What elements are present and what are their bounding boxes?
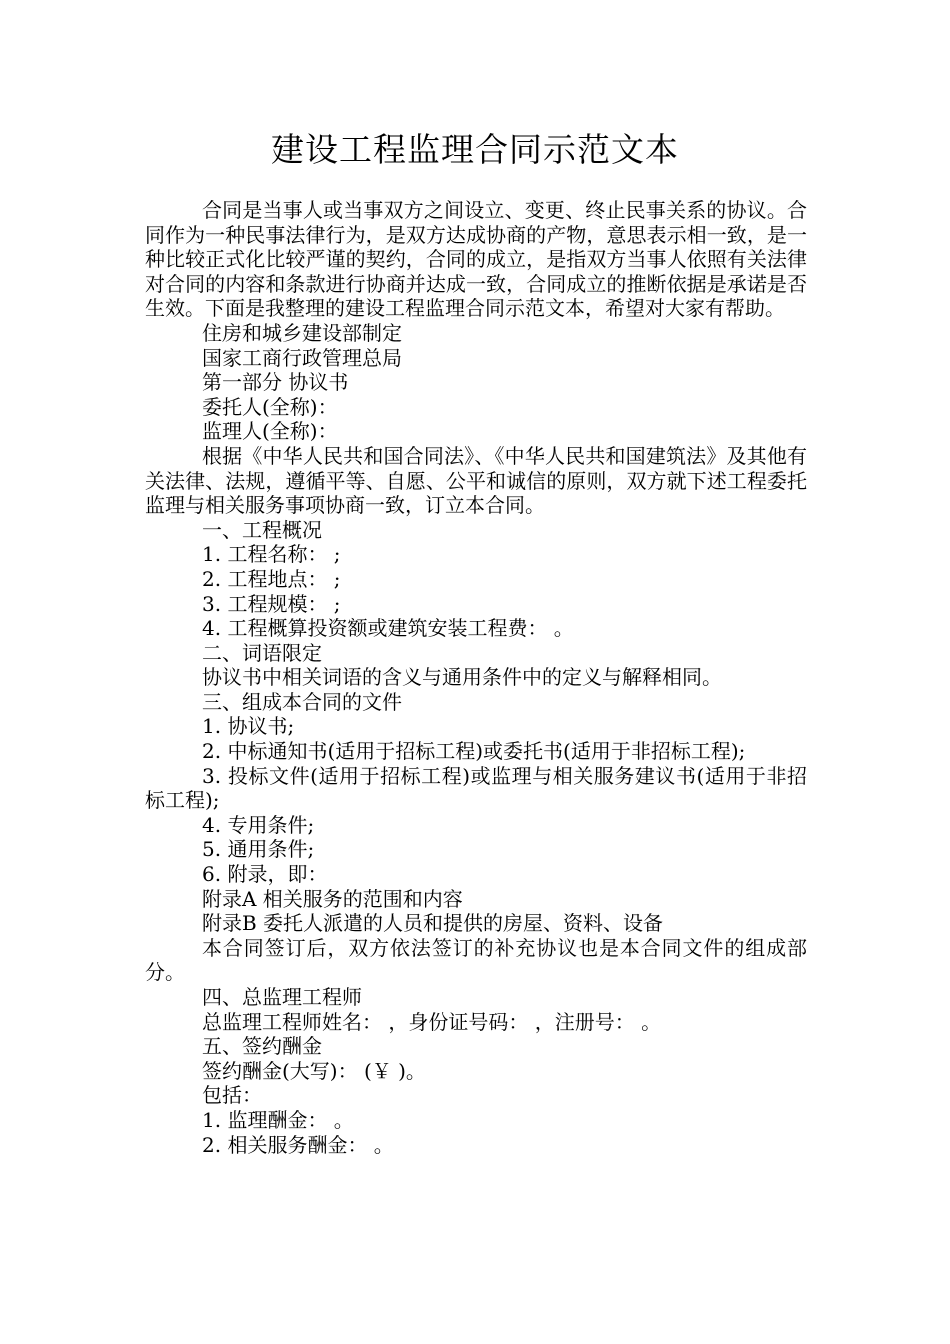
list-item-project-budget: 4. 工程概算投资额或建筑安装工程费： 。 [202,616,574,641]
paragraph-issuer-bureau: 国家工商行政管理总局 [202,345,402,370]
list-item-special-conditions: 4. 专用条件; [202,812,315,837]
document-body [145,198,807,1157]
paragraph-issuer-ministry: 住房和城乡建设部制定 [202,320,402,345]
appendix-b: 附录B 委托人派遣的人员和提供的房屋、资料、设备 [202,911,664,936]
paragraph-terms: 协议书中相关词语的含义与通用条件中的定义与解释相同。 [202,665,722,690]
paragraph-supplementary: 本合同签订后，双方依法签订的补充协议也是本合同文件的组成部分。 [145,935,807,985]
list-item-agreement: 1. 协议书; [202,714,295,739]
list-item-general-conditions: 5. 通用条件; [202,837,315,862]
section-heading-agreement: 第一部分 协议书 [202,370,349,395]
section-heading-terms: 二、词语限定 [202,640,322,665]
paragraph-intro: 合同是当事人或当事双方之间设立、变更、终止民事关系的协议。合同作为一种民事法律行为，是双方达成协商的产物，意思表示相一致，是一种比较正式化比较严谨的契约，合同的成立，是指双方当事人依照有关法律对合同的内容和条款进行协商并达成一致，合同成立的推断依据是承诺是否生效。下面是我整理的建设工程监理合同示范文本，希望对大家有帮助。 [145,198,807,321]
list-item-bid-documents: 3. 投标文件(适用于招标工程)或监理与相关服务建议书(适用于非招标工程); [145,763,807,813]
list-item-project-name: 1. 工程名称： ; [202,542,341,567]
paragraph-supervisor: 监理人(全称)： [202,419,338,444]
section-heading-remuneration: 五、签约酬金 [202,1034,322,1059]
list-item-supervision-fee: 1. 监理酬金： 。 [202,1107,354,1132]
document-title: 建设工程监理合同示范文本 [271,130,679,169]
section-heading-contract-documents: 三、组成本合同的文件 [202,689,402,714]
list-item-project-location: 2. 工程地点： ; [202,566,341,591]
list-item-appendix: 6. 附录，即： [202,862,328,887]
paragraph-includes: 包括： [202,1083,262,1108]
paragraph-client: 委托人(全称)： [202,394,338,419]
section-heading-chief-engineer: 四、总监理工程师 [202,985,362,1009]
list-item-service-fee: 2. 相关服务酬金： 。 [202,1132,394,1157]
appendix-a: 附录A 相关服务的范围和内容 [202,886,463,911]
paragraph-chief-engineer-info: 总监理工程师姓名： ，身份证号码： ，注册号： 。 [202,1009,662,1034]
list-item-project-scale: 3. 工程规模： ; [202,591,341,616]
section-heading-project-overview: 一、工程概况 [202,517,322,542]
paragraph-remuneration-amount: 签约酬金(大写)： (￥ )。 [202,1058,426,1083]
paragraph-legal-basis: 根据《中华人民共和国合同法》、《中华人民共和国建筑法》及其他有关法律、法规，遵循平等、自愿、公平和诚信的原则，双方就下述工程委托监理与相关服务事项协商一致，订立本合同。 [145,443,807,518]
list-item-award-notice: 2. 中标通知书(适用于招标工程)或委托书(适用于非招标工程); [202,739,746,764]
